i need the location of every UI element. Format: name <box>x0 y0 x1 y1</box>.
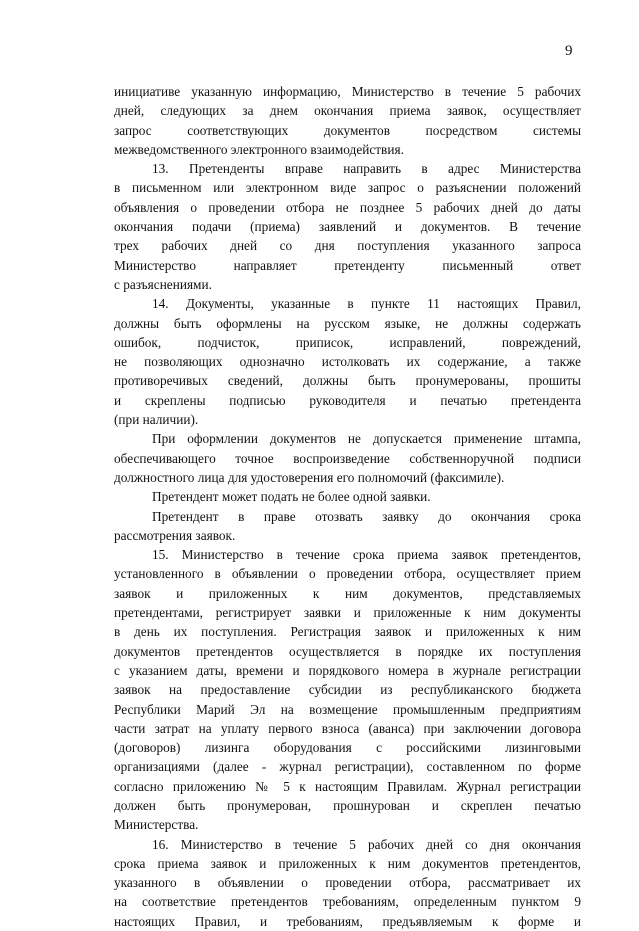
text-line: части затрат на уплату первого взноса (аванса) при заключении договора <box>114 720 581 736</box>
text-line: Министерства. <box>114 817 199 833</box>
text-line: инициативе указанную информацию, Министерство в течение 5 рабочих <box>114 84 581 99</box>
text-line: При оформлении документов не допускается применение штампа, <box>152 431 581 447</box>
text-line: должен быть пронумерован, прошнурован и скреплен печатью <box>114 797 581 813</box>
text-line: ошибок, подчисток, приписок, исправлений, повреждений, <box>114 334 581 350</box>
text-line: и скреплены подписью руководителя и печатью претендента <box>114 392 581 408</box>
page-number: 9 <box>565 43 573 59</box>
text-line: объявления о проведении отбора не позднее 5 рабочих дней до даты <box>114 199 581 215</box>
text-line: заявок на предоставление субсидии из республиканского бюджета <box>114 682 581 698</box>
text-line: на соответствие претендентов требованиям, определенным пунктом 9 <box>114 894 581 910</box>
text-line: организациями (далее - журнал регистрации), составленном по форме <box>114 759 581 775</box>
text-line: 15. Министерство в течение срока приема заявок претендентов, <box>152 547 581 563</box>
text-line: (при наличии). <box>114 412 199 428</box>
text-line: в письменном или электронном виде запрос о разъяснении положений <box>114 180 581 196</box>
text-line: заявок и приложенных к ним документов, представляемых <box>114 585 581 601</box>
text-line: указанного в объявлении о проведении отбора, рассматривает их <box>114 875 581 891</box>
text-line: запрос соответствующих документов посредством системы <box>114 122 581 138</box>
text-line: настоящих Правил, и требованиям, предъявляемым к форме и <box>114 913 581 929</box>
text-line: согласно приложению № 5 к настоящим Правилам. Журнал регистрации <box>114 778 581 794</box>
text-line: Претендент в праве отозвать заявку до окончания срока <box>152 508 581 524</box>
text-line: установленного в объявлении о проведении отбора, осуществляет прием <box>114 566 581 582</box>
text-line: Претендент может подать не более одной заявки. <box>152 489 431 505</box>
text-line: окончания подачи (приема) заявлений и документов. В течение <box>114 219 581 235</box>
text-line: рассмотрения заявок. <box>114 527 236 543</box>
text-line: должны быть оформлены на русском языке, не должны содержать <box>114 315 581 331</box>
text-line: с разъяснениями. <box>114 276 212 292</box>
text-line: 14. Документы, указанные в пункте 11 настоящих Правил, <box>152 296 581 312</box>
text-line: с указанием даты, времени и порядкового номера в журнале регистрации <box>114 662 581 678</box>
text-line: (договоров) лизинга оборудования с российскими лизинговыми <box>114 740 581 756</box>
text-line: обеспечивающего точное воспроизведение собственноручной подписи <box>114 450 581 466</box>
text-line: претендентами, регистрирует заявки и приложенные к ним документы <box>114 605 581 621</box>
document-body <box>114 82 581 931</box>
text-line: 16. Министерство в течение 5 рабочих дней со дня окончания <box>152 836 581 852</box>
text-line: срока приема заявок и приложенных к ним документов претендентов, <box>114 855 581 871</box>
text-line: документов претендентов осуществляется в порядке их поступления <box>114 643 581 659</box>
text-line: Республики Марий Эл на возмещение промышленным предприятиям <box>114 701 581 717</box>
text-line: межведомственного электронного взаимодействия. <box>114 141 404 157</box>
text-line: противоречивых сведений, должны быть пронумерованы, прошиты <box>114 373 581 389</box>
text-line: в день их поступления. Регистрация заявок и приложенных к ним <box>114 624 581 640</box>
text-line: Министерство направляет претенденту письменный ответ <box>114 257 581 273</box>
text-line: не позволяющих однозначно истолковать их содержание, а также <box>114 354 581 370</box>
text-line: трех рабочих дней со дня поступления указанного запроса <box>114 238 581 254</box>
text-line: дней, следующих за днем окончания приема заявок, осуществляет <box>114 103 581 119</box>
text-line: 13. Претенденты вправе направить в адрес Министерства <box>152 161 581 177</box>
text-line: должностного лица для удостоверения его полномочий (факсимиле). <box>114 469 505 485</box>
